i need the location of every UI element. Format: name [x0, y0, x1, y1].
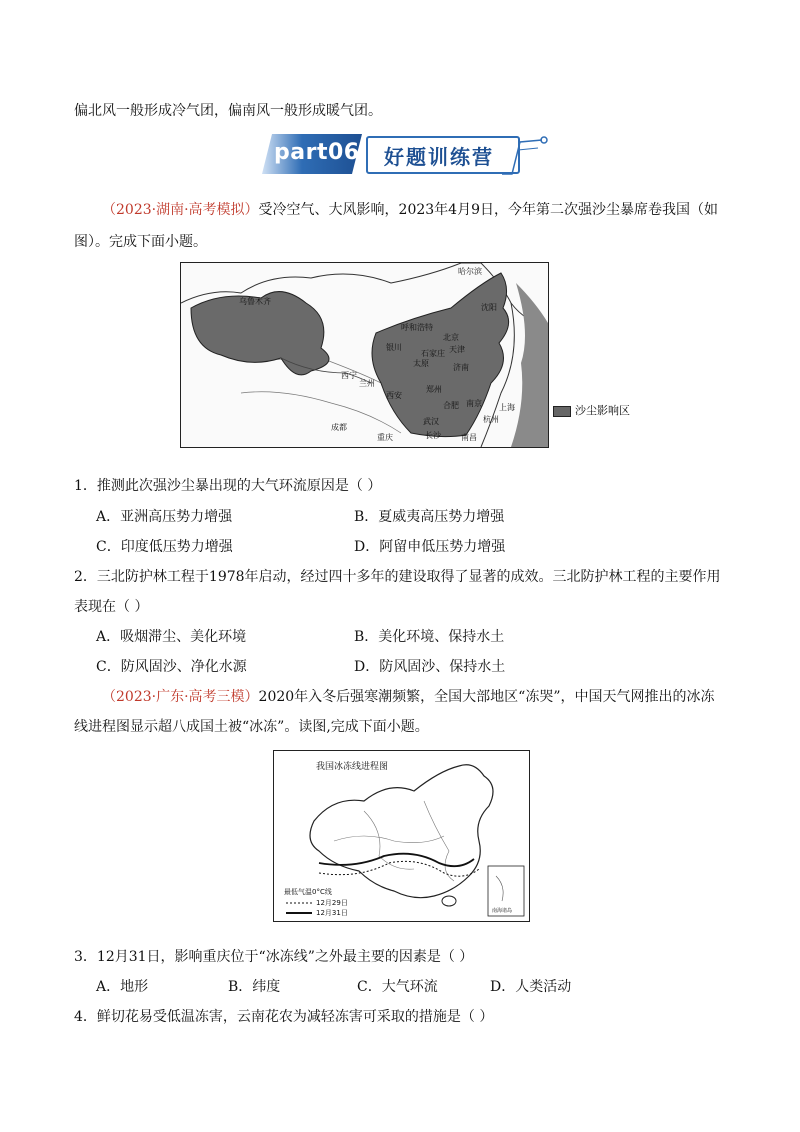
banner-swirl-icon — [498, 130, 552, 180]
passage-2 — [74, 682, 726, 742]
banner-part-label: part06 — [274, 140, 360, 165]
q2-option-d[interactable]: D．防风固沙、保持水土 — [354, 659, 506, 675]
q3-option-c[interactable]: C．大气环流 — [357, 979, 438, 995]
map1-label: 西安 — [386, 391, 402, 400]
map1-label: 呼和浩特 — [401, 323, 433, 332]
q1-option-c[interactable]: C．印度低压势力增强 — [96, 539, 233, 555]
question-1-stem: 1．推测此次强沙尘暴出现的大气环流原因是（ ） — [74, 478, 382, 494]
q1-option-b[interactable]: B．夏威夷高压势力增强 — [354, 509, 505, 525]
map2-legend-dashed: 12月29日 — [316, 899, 348, 907]
map1-label: 石家庄 — [421, 349, 445, 358]
passage-1-source: （2023·湖南·高考模拟） — [102, 202, 259, 218]
q2-option-a[interactable]: A．吸烟滞尘、美化环境 — [96, 629, 247, 645]
map2-title: 我国冰冻线进程图 — [316, 762, 389, 772]
banner-title-box — [366, 136, 520, 174]
map1-label: 重庆 — [377, 433, 393, 442]
map1-label: 郑州 — [426, 385, 442, 394]
map2-legend-solid: 12月31日 — [316, 909, 348, 917]
map1-label: 杭州 — [483, 415, 499, 424]
map1-label: 西宁 — [341, 371, 357, 380]
map1-label: 兰州 — [359, 379, 375, 388]
sandstorm-map — [180, 262, 549, 448]
map1-label: 南京 — [466, 399, 482, 408]
legend-label: 沙尘影响区 — [575, 404, 630, 417]
q3-option-a[interactable]: A．地形 — [96, 979, 149, 995]
map1-label: 南昌 — [461, 433, 477, 442]
q2-option-b[interactable]: B．美化环境、保持水土 — [354, 629, 505, 645]
passage-1 — [74, 194, 726, 258]
q1-option-d[interactable]: D．阿留申低压势力增强 — [354, 539, 506, 555]
legend-swatch — [553, 406, 571, 417]
passage-2-text: 2020年入冬后强寒潮频繁，全国大部地区“冻哭”，中国天气网推出的冰冻线进程图显示超八成国土被“冰冻”。读图,完成下面小题。 — [74, 689, 715, 735]
map1-label: 成都 — [331, 423, 347, 432]
map1-label: 武汉 — [423, 417, 439, 426]
intro-line: 偏北风一般形成冷气团，偏南风一般形成暖气团。 — [74, 103, 382, 119]
map1-label: 银川 — [386, 343, 402, 352]
map1-label: 合肥 — [443, 401, 459, 410]
map1-legend — [553, 402, 630, 418]
map1-label: 沈阳 — [481, 303, 497, 312]
banner-title: 好题训练营 — [384, 145, 494, 169]
map1-label: 乌鲁木齐 — [239, 297, 271, 306]
map1-label: 长沙 — [425, 431, 441, 440]
passage-2-source: （2023·广东·高考三模） — [102, 689, 259, 705]
question-4-stem: 4．鲜切花易受低温冻害，云南花农为减轻冻害可采取的措施是（ ） — [74, 1009, 494, 1025]
question-3-stem: 3．12月31日，影响重庆位于“冰冻线”之外最主要的因素是（ ） — [74, 949, 474, 965]
map2-legend-title: 最低气温0°C线 — [284, 888, 332, 896]
passage-1-text: 受冷空气、大风影响，2023年4月9日，今年第二次强沙尘暴席卷我国（如图）。完成下面小题。 — [74, 202, 718, 250]
q3-option-b[interactable]: B．纬度 — [228, 979, 281, 995]
q2-option-c[interactable]: C．防风固沙、净化水源 — [96, 659, 247, 675]
map1-label: 济南 — [453, 363, 469, 372]
freeze-line-map — [273, 750, 530, 922]
q1-option-a[interactable]: A．亚洲高压势力增强 — [96, 509, 233, 525]
map1-label: 太原 — [413, 359, 429, 368]
map1-label: 哈尔滨 — [458, 267, 482, 276]
section-banner — [262, 130, 552, 180]
question-2-stem: 2．三北防护林工程于1978年启动，经过四十多年的建设取得了显著的成效。三北防护林工程的主要作用表现在（ ） — [74, 569, 721, 615]
map1-label: 上海 — [499, 403, 515, 412]
q3-option-d[interactable]: D．人类活动 — [490, 979, 572, 995]
map2-inset-label: 南海诸岛 — [492, 908, 513, 914]
map1-label: 天津 — [449, 345, 465, 354]
map1-label: 北京 — [443, 333, 459, 342]
